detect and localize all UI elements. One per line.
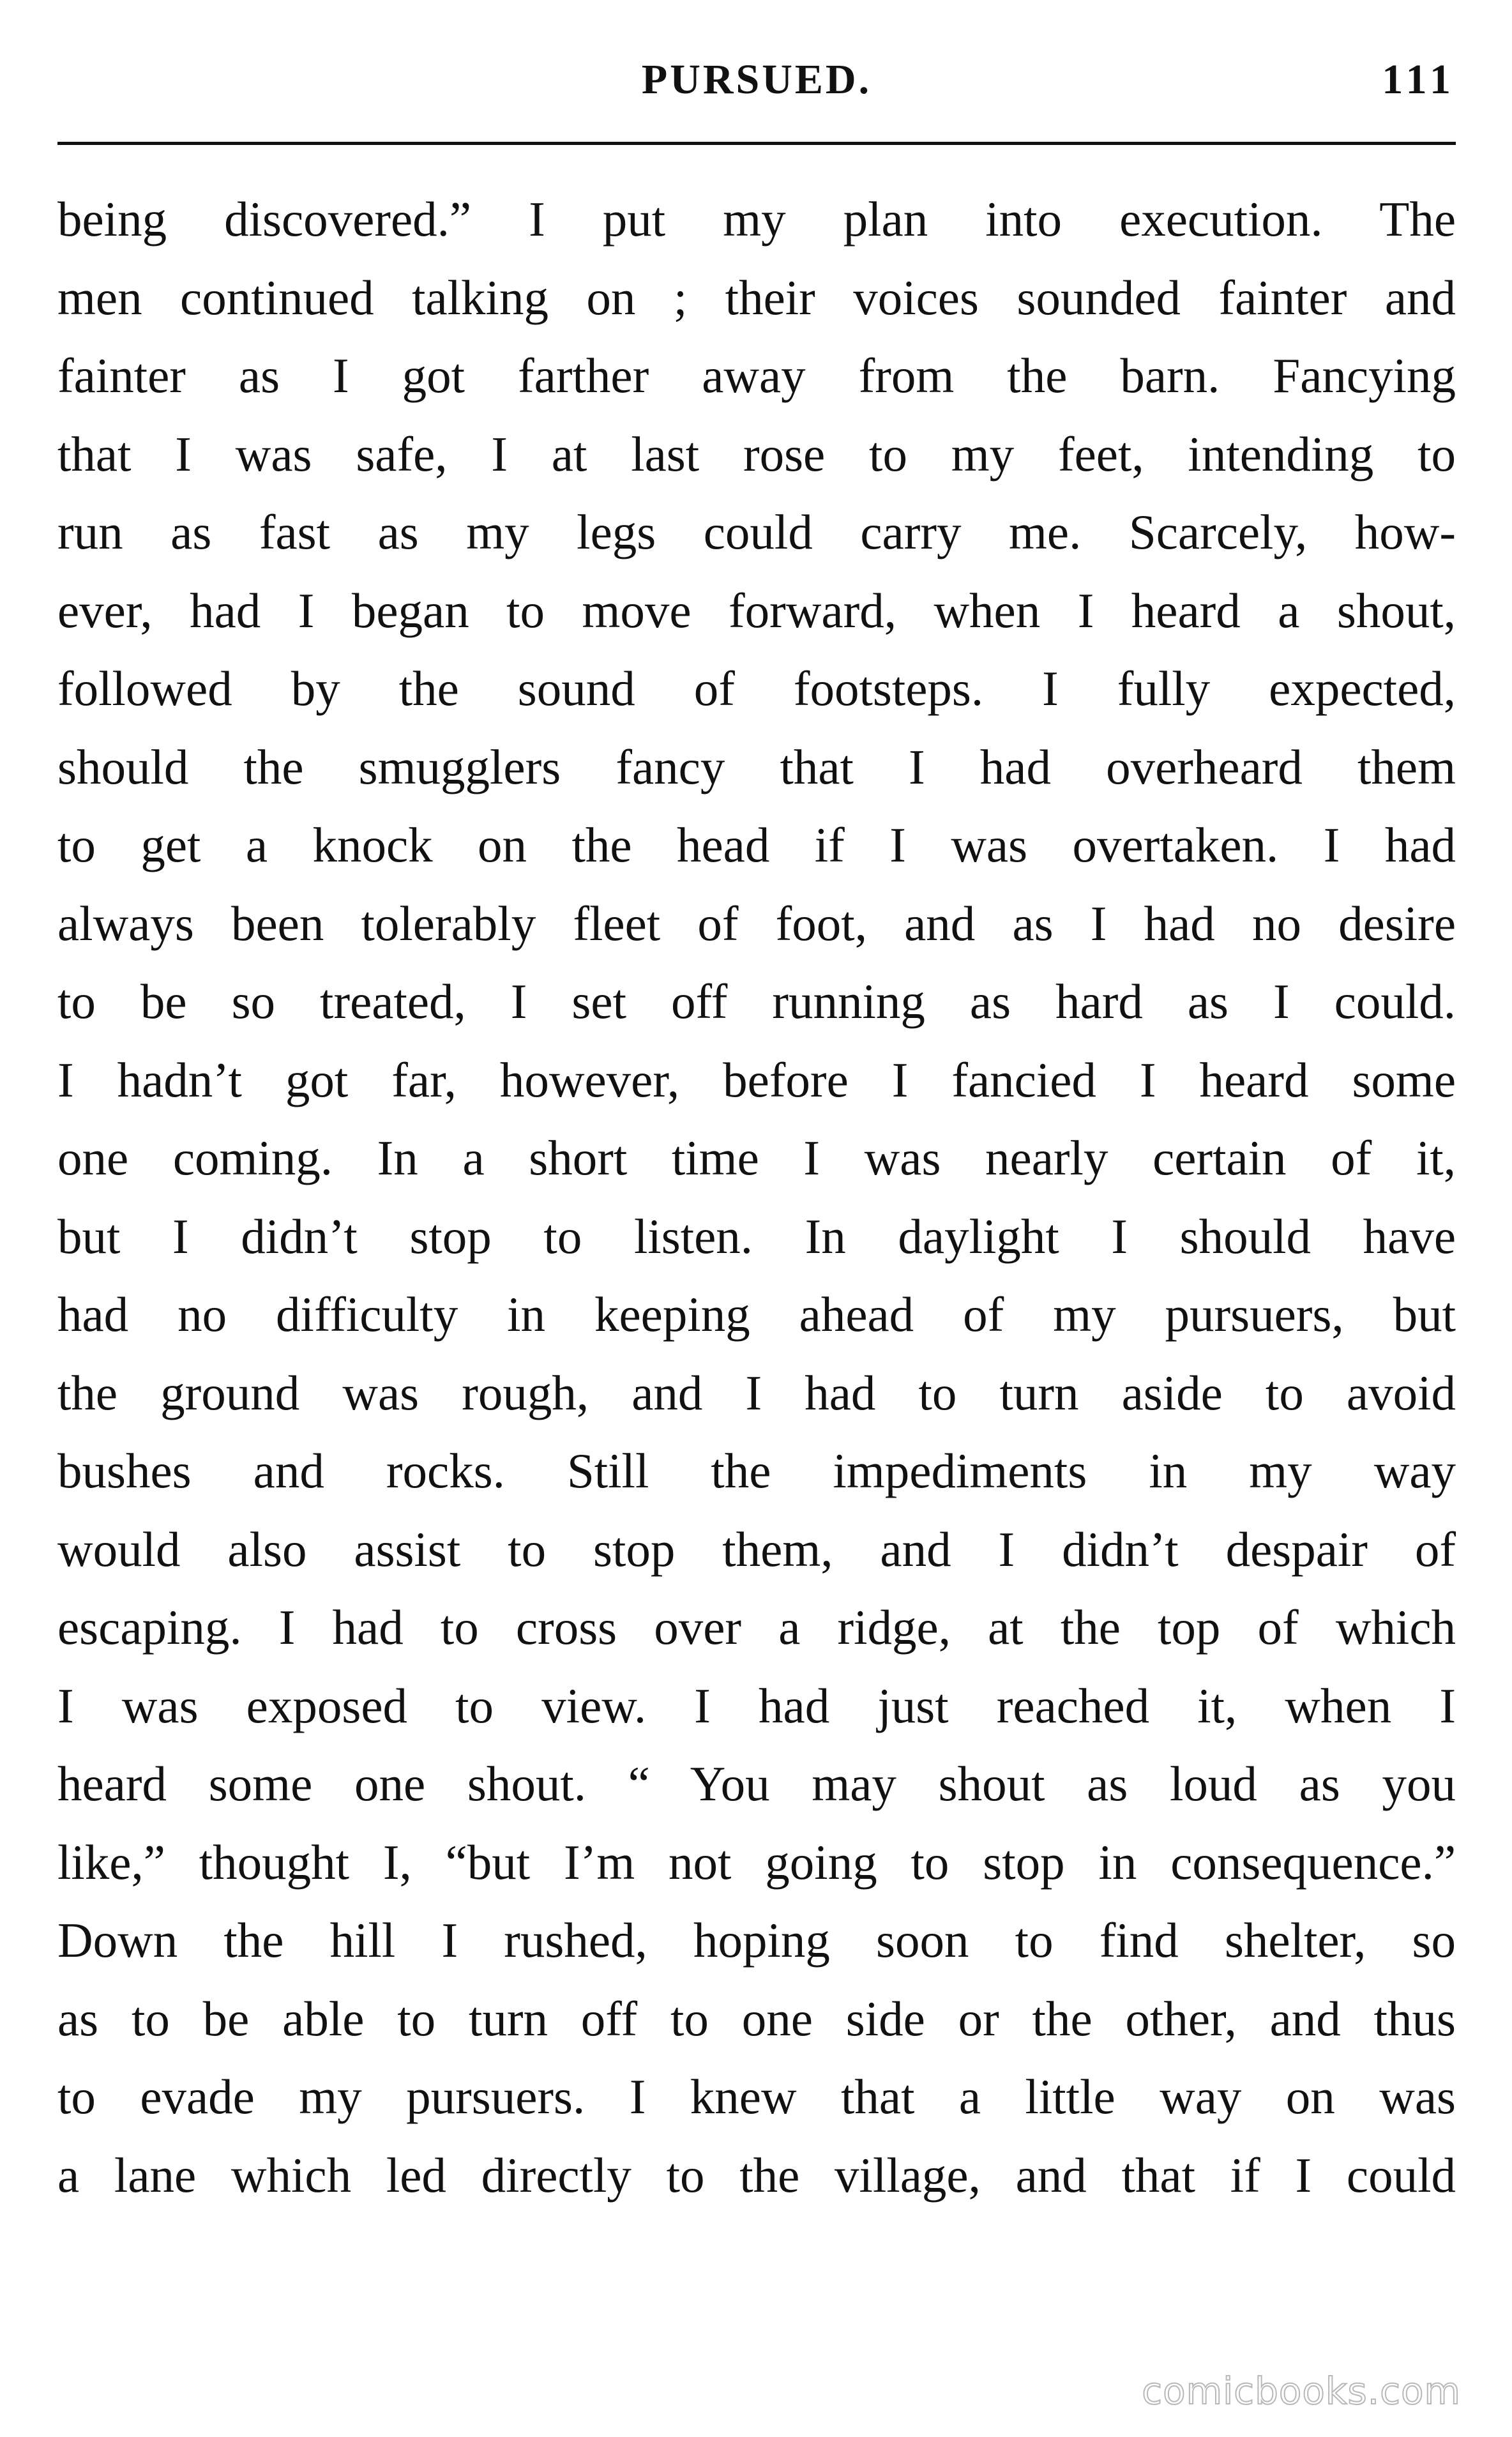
text-line: a lane which led directly to the village, and that if I could	[57, 2147, 1456, 2203]
text-line: men continued talking on ; their voices sounded fainter and	[57, 270, 1456, 325]
text-line: ever, had I began to move forward, when I heard a shout,	[57, 582, 1456, 638]
body-text	[57, 180, 1456, 2214]
text-line: like,” thought I, “but I’m not going to stop in consequence.”	[57, 1834, 1456, 1890]
text-line: as to be able to turn off to one side or the other, and thus	[57, 1991, 1456, 2046]
text-line: Down the hill I rushed, hoping soon to find shelter, so	[57, 1913, 1456, 1968]
text-line: but I didn’t stop to listen. In daylight I should have	[57, 1208, 1456, 1264]
text-line: to be so treated, I set off running as hard as I could.	[57, 974, 1456, 1029]
text-line: heard some one shout. “ You may shout as loud as you	[57, 1756, 1456, 1811]
text-line: that I was safe, I at last rose to my feet, intending to	[57, 426, 1456, 482]
text-line: bushes and rocks. Still the impediments in my way	[57, 1443, 1456, 1498]
text-line: escaping. I had to cross over a ridge, at the top of which	[57, 1600, 1456, 1655]
text-line: one coming. In a short time I was nearly certain of it,	[57, 1130, 1456, 1185]
chapter-title: PURSUED.	[641, 56, 872, 103]
text-line: I was exposed to view. I had just reached it, when I	[57, 1678, 1456, 1733]
text-line: to evade my pursuers. I knew that a little way on was	[57, 2069, 1456, 2124]
text-line: to get a knock on the head if I was overtaken. I had	[57, 817, 1456, 872]
text-line: run as fast as my legs could carry me. Scarcely, how-	[57, 505, 1456, 559]
header-rule	[57, 142, 1456, 145]
watermark: comicbooks.com	[1142, 2369, 1461, 2413]
text-line: fainter as I got farther away from the barn. Fancying	[57, 348, 1456, 403]
text-line: would also assist to stop them, and I didn’t despair of	[57, 1521, 1456, 1577]
page-number: 111	[1382, 56, 1456, 103]
text-line: the ground was rough, and I had to turn aside to avoid	[57, 1365, 1456, 1420]
text-line: I hadn’t got far, however, before I fancied I heard some	[57, 1052, 1456, 1107]
running-head	[57, 45, 1456, 115]
text-line: always been tolerably fleet of foot, and as I had no desire	[57, 895, 1456, 951]
text-line: being discovered.” I put my plan into execution. The	[57, 192, 1456, 247]
text-line: followed by the sound of footsteps. I fully expected,	[57, 661, 1456, 716]
text-line: should the smugglers fancy that I had overheard them	[57, 739, 1456, 794]
text-line: had no difficulty in keeping ahead of my pursuers, but	[57, 1287, 1456, 1342]
